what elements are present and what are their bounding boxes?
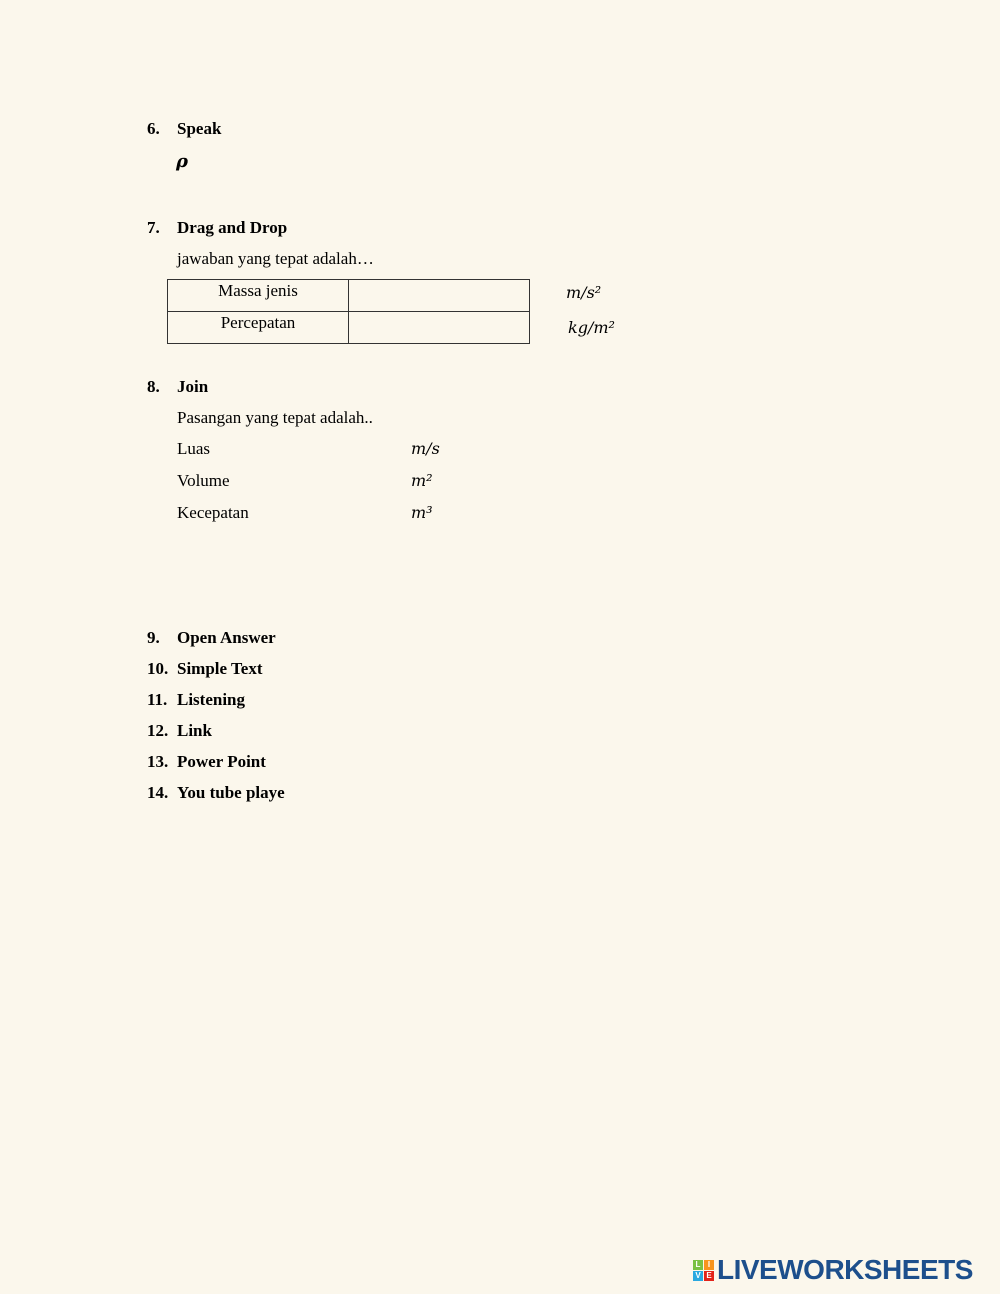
- join-left-item[interactable]: Volume: [177, 471, 230, 490]
- table-row: [168, 280, 530, 312]
- item-title: Simple Text: [177, 659, 263, 678]
- item-title: Power Point: [177, 752, 266, 771]
- item-title: Link: [177, 721, 212, 740]
- logo-letter: V: [693, 1271, 703, 1281]
- join-right-item[interactable]: m³: [411, 503, 433, 522]
- item-title: You tube playe: [177, 783, 285, 802]
- drop-target[interactable]: [349, 312, 530, 344]
- liveworksheets-logo-icon: [693, 1260, 714, 1281]
- drag-option[interactable]: kg/m²: [568, 318, 615, 337]
- q6-symbol: ρ: [176, 151, 188, 172]
- join-left-item[interactable]: Kecepatan: [177, 503, 249, 522]
- join-right-item[interactable]: m²: [411, 471, 433, 490]
- table-row: [168, 312, 530, 344]
- join-right-item[interactable]: m/s: [411, 439, 440, 458]
- q7-title: Drag and Drop: [177, 218, 288, 237]
- q8-title: Join: [177, 377, 209, 396]
- join-left-item[interactable]: Luas: [177, 439, 211, 458]
- q6-title: Speak: [177, 119, 222, 138]
- logo-letter: I: [704, 1260, 714, 1270]
- logo-letter: E: [704, 1271, 714, 1281]
- item-number: 12.: [147, 721, 169, 740]
- drag-drop-table: [167, 279, 530, 344]
- item-number: 11.: [147, 690, 168, 709]
- liveworksheets-logo[interactable]: [693, 1255, 973, 1285]
- logo-text: LIVEWORKSHEETS: [717, 1254, 973, 1285]
- q8-prompt: Pasangan yang tepat adalah..: [177, 408, 373, 427]
- drop-target[interactable]: [349, 280, 530, 312]
- q7-prompt: jawaban yang tepat adalah…: [177, 249, 374, 268]
- drag-option[interactable]: m/s²: [566, 283, 602, 302]
- row-label: Massa jenis: [168, 280, 349, 312]
- item-title: Listening: [177, 690, 246, 709]
- item-number: 9.: [147, 628, 160, 647]
- item-number: 14.: [147, 783, 169, 802]
- q8-number: 8.: [147, 377, 160, 396]
- q7-number: 7.: [147, 218, 160, 237]
- q6-number: 6.: [147, 119, 160, 138]
- item-number: 13.: [147, 752, 169, 771]
- item-number: 10.: [147, 659, 169, 678]
- item-title: Open Answer: [177, 628, 276, 647]
- logo-letter: L: [693, 1260, 703, 1270]
- row-label: Percepatan: [168, 312, 349, 344]
